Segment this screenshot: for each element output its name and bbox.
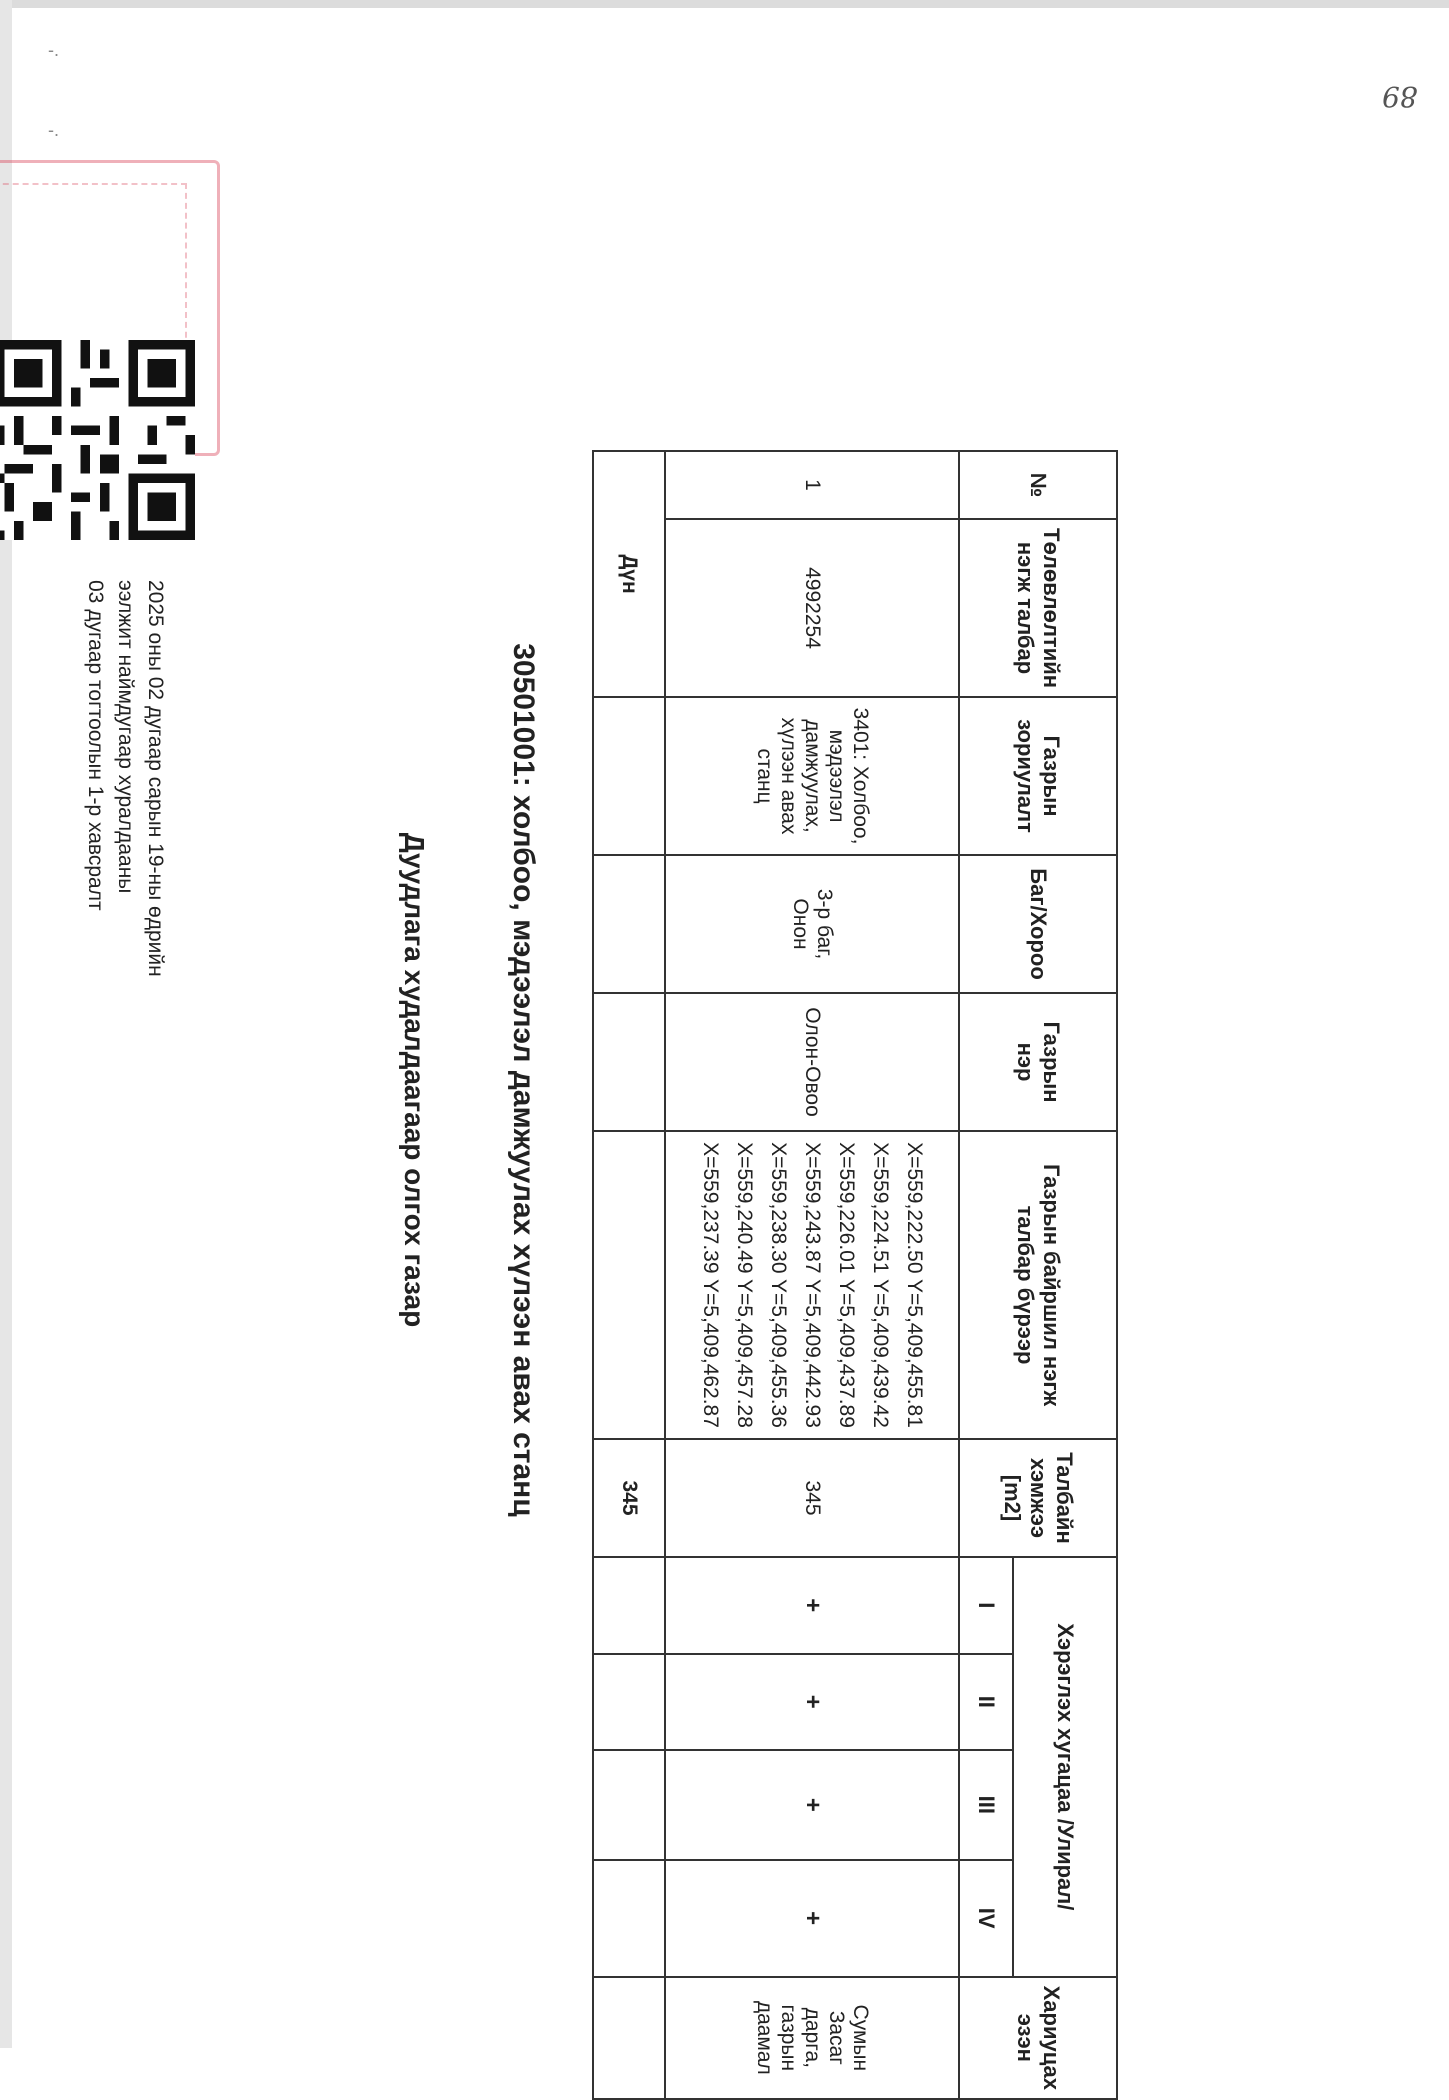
header-usage-period: Хэрэглэх хугацаа /Улирал/ xyxy=(1014,1557,1118,1977)
header-purpose: Газрын зориулалт xyxy=(960,697,1118,855)
coord-line: X=559,243.87 Y=5,409,442.93 xyxy=(801,1142,825,1428)
page-number: 89 xyxy=(1382,80,1418,113)
cell-season-mark: + xyxy=(666,1860,960,1977)
cell-coords xyxy=(666,1131,960,1439)
qr-code xyxy=(0,340,195,540)
cell-season-mark: + xyxy=(666,1654,960,1751)
cell-bag: 3-р баг, Онон xyxy=(666,855,960,993)
total-row xyxy=(594,451,666,2099)
cell-no: 1 xyxy=(666,451,960,519)
document-subtitle: 30501001: холбоо, мэдээлэл дамжуулах хүлээн авах станц xyxy=(507,643,540,1517)
header-bag: Баг/Хороо xyxy=(960,855,1118,993)
header-season: III xyxy=(960,1750,1014,1860)
coord-line: X=559,237.39 Y=5,409,462.87 xyxy=(699,1142,723,1428)
cell-parcel: 4992254 xyxy=(666,519,960,697)
rotated-sheet xyxy=(20,160,1120,2090)
land-table xyxy=(593,450,1119,2100)
coord-line: X=559,226.01 Y=5,409,437.89 xyxy=(835,1142,859,1428)
coord-line: X=559,240.49 Y=5,409,457.28 xyxy=(733,1142,757,1428)
total-label: Дүн xyxy=(594,451,666,697)
cell-season-mark: + xyxy=(666,1750,960,1860)
header-area: Талбайн хэмжээ [m2] xyxy=(960,1439,1118,1557)
header-no: № xyxy=(960,451,1118,519)
coord-line: X=559,222.50 Y=5,409,455.81 xyxy=(903,1142,927,1428)
cell-season-mark: + xyxy=(666,1557,960,1654)
cell-name: Олон-Овоо xyxy=(666,993,960,1131)
coord-line: X=559,224.51 Y=5,409,439.42 xyxy=(869,1142,893,1428)
approval-note xyxy=(80,580,170,977)
approval-line-3: 03 дугаар тогтоолын 1-р хавсралт xyxy=(84,580,107,911)
cell-purpose: 3401: Холбоо, мэдээлэл дамжуулах, хүлээн авах станц xyxy=(666,697,960,855)
header-responsible: Хариуцах эзэн xyxy=(960,1977,1118,2099)
table-row xyxy=(666,451,960,2099)
total-area: 345 xyxy=(594,1439,666,1557)
approval-line-1: 2025 оны 02 дугаар сарын 19-ны өдрийн xyxy=(144,580,167,977)
header-name: Газрын нэр xyxy=(960,993,1118,1131)
header-season: IV xyxy=(960,1860,1014,1977)
document-title: Дуудлага худалдаагаар олгох газар xyxy=(399,832,430,1328)
header-season: I xyxy=(960,1557,1014,1654)
scan-edge-top xyxy=(0,0,1449,8)
approval-line-2: ээлжит наймдугаар хуралдааны xyxy=(114,580,137,894)
header-coords: Газрын байршил нэгж талбар бүрээр xyxy=(960,1131,1118,1439)
cell-area: 345 xyxy=(666,1439,960,1557)
coord-line: X=559,238.30 Y=5,409,455.36 xyxy=(767,1142,791,1428)
scan-mark: -. xyxy=(48,120,59,140)
header-parcel: Төлөвлөлтийн нэгж талбар xyxy=(960,519,1118,697)
scan-mark: -. xyxy=(48,40,59,60)
header-season: II xyxy=(960,1654,1014,1751)
cell-responsible: Сумын Засаг дарга, газрын даамал xyxy=(666,1977,960,2099)
